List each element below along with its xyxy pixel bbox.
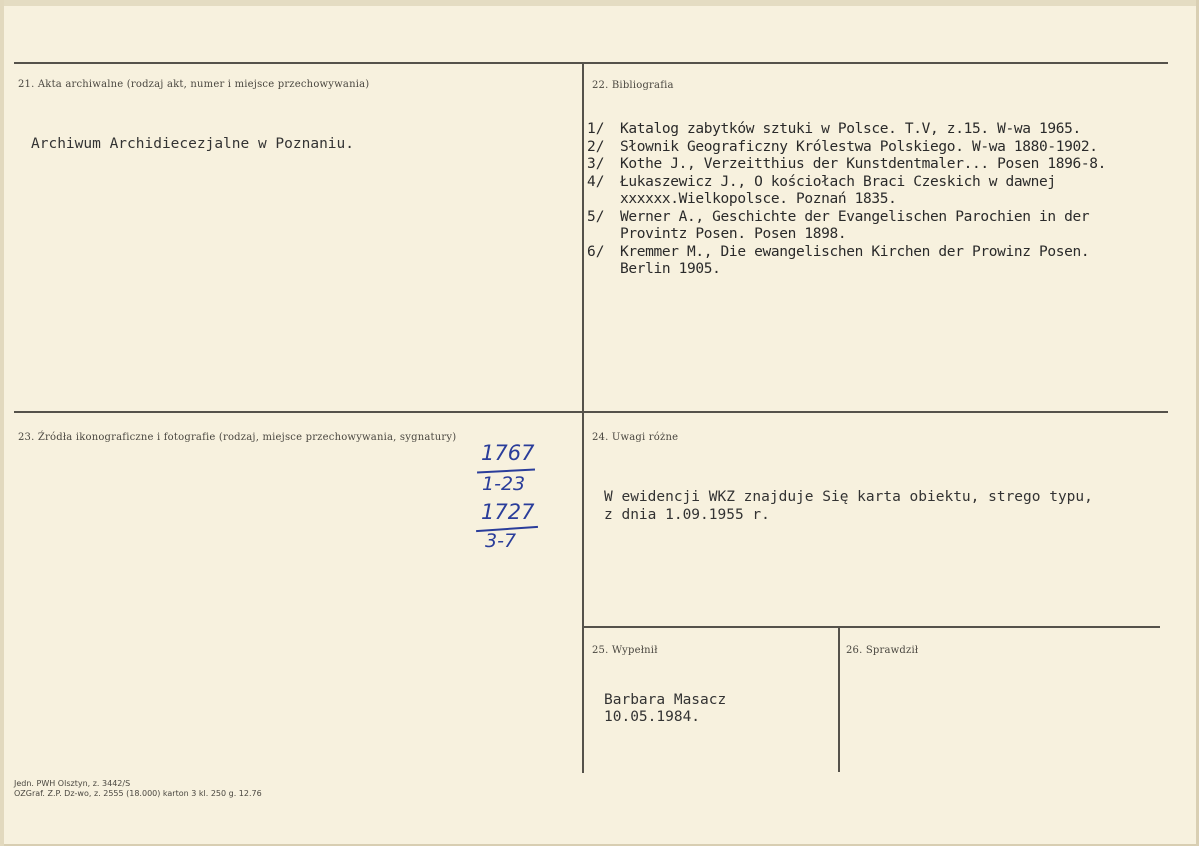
bibliography-text: xxxxxx.Wielkopolsce. Poznań 1835. <box>620 191 897 207</box>
bibliography-text: Provintz Posen. Posen 1898. <box>620 226 847 242</box>
section-24-label: 24. Uwagi różne <box>592 432 679 443</box>
bibliography-item-continued <box>587 191 1106 209</box>
handwritten-signature-1: 1767 <box>481 441 535 465</box>
bibliography-text: Łukaszewicz J., O kościołach Braci Czeskich w dawnej <box>620 173 1056 190</box>
handwritten-signature-3: 1727 <box>481 500 535 524</box>
bibliography-number: 6/ <box>587 243 605 260</box>
card-top-edge <box>0 0 1199 6</box>
bibliography-number: 2/ <box>587 138 605 155</box>
remarks-line-2: z dnia 1.09.1955 r. <box>604 507 770 523</box>
remarks-line-1: W ewidencji WKZ znajduje Się karta obiektu, strego typu, <box>604 489 1093 505</box>
bibliography-text: Słownik Geograficzny Królestwa Polskiego. W-wa 1880-1902. <box>620 138 1098 155</box>
bibliography-text: Kothe J., Verzeitthius der Kunstdentmaler... Posen 1896-8. <box>620 156 1107 172</box>
section-22-label: 22. Bibliografia <box>592 80 674 91</box>
handwritten-signature-2: 1-23 <box>482 473 526 495</box>
printer-info-line-1: Jedn. PWH Olsztyn, z. 3442/S <box>14 779 131 788</box>
bibliography-text: Katalog zabytków sztuki w Polsce. T.V, z.15. W-wa 1965. <box>620 121 1081 137</box>
signature-divider <box>838 626 840 772</box>
bibliography-item <box>587 156 1106 174</box>
section-21-label: 21. Akta archiwalne (rodzaj akt, numer i miejsce przechowywania) <box>18 79 370 90</box>
bibliography-number-spacer <box>587 191 620 209</box>
bibliography-text: Kremmer M., Die ewangelischen Kirchen der Prowinz Posen. <box>620 243 1090 260</box>
section-26-label: 26. Sprawdził <box>846 645 919 656</box>
bibliography-number: 1/ <box>587 121 605 137</box>
bibliography-item-continued <box>587 261 1106 279</box>
top-rule <box>14 62 1168 64</box>
bibliography-text: Berlin 1905. <box>620 261 721 277</box>
bibliography-number: 3/ <box>587 156 605 172</box>
handwritten-signature-4: 3-7 <box>485 530 517 552</box>
bibliography-item-continued <box>587 226 1106 244</box>
center-divider <box>582 62 584 773</box>
bibliography-item <box>587 121 1106 139</box>
bibliography-item <box>587 174 1106 192</box>
section-25-label: 25. Wypełnił <box>592 645 658 656</box>
bibliography-list <box>587 121 1106 279</box>
bibliography-item <box>587 139 1106 157</box>
signature-rule <box>582 626 1160 628</box>
bibliography-item <box>587 209 1106 227</box>
filled-by-name: Barbara Masacz <box>604 692 727 708</box>
bibliography-item <box>587 244 1106 262</box>
filled-by-date: 10.05.1984. <box>604 709 701 725</box>
bibliography-number: 4/ <box>587 173 605 190</box>
middle-rule <box>14 411 1168 413</box>
bibliography-number: 5/ <box>587 208 605 225</box>
bibliography-text: Werner A., Geschichte der Evangelischen Parochien in der <box>620 208 1090 225</box>
archive-location-text: Archiwum Archidiecezjalne w Poznaniu. <box>31 136 355 152</box>
bibliography-number-spacer <box>587 261 620 279</box>
bibliography-number-spacer <box>587 226 620 244</box>
section-23-label: 23. Źródła ikonograficzne i fotografie (rodzaj, miejsce przechowywania, sygnatury) <box>18 432 457 443</box>
card-left-edge <box>0 0 4 846</box>
printer-info-line-2: OZGraf. Z.P. Dz-wo, z. 2555 (18.000) karton 3 kl. 250 g. 12.76 <box>14 789 262 798</box>
